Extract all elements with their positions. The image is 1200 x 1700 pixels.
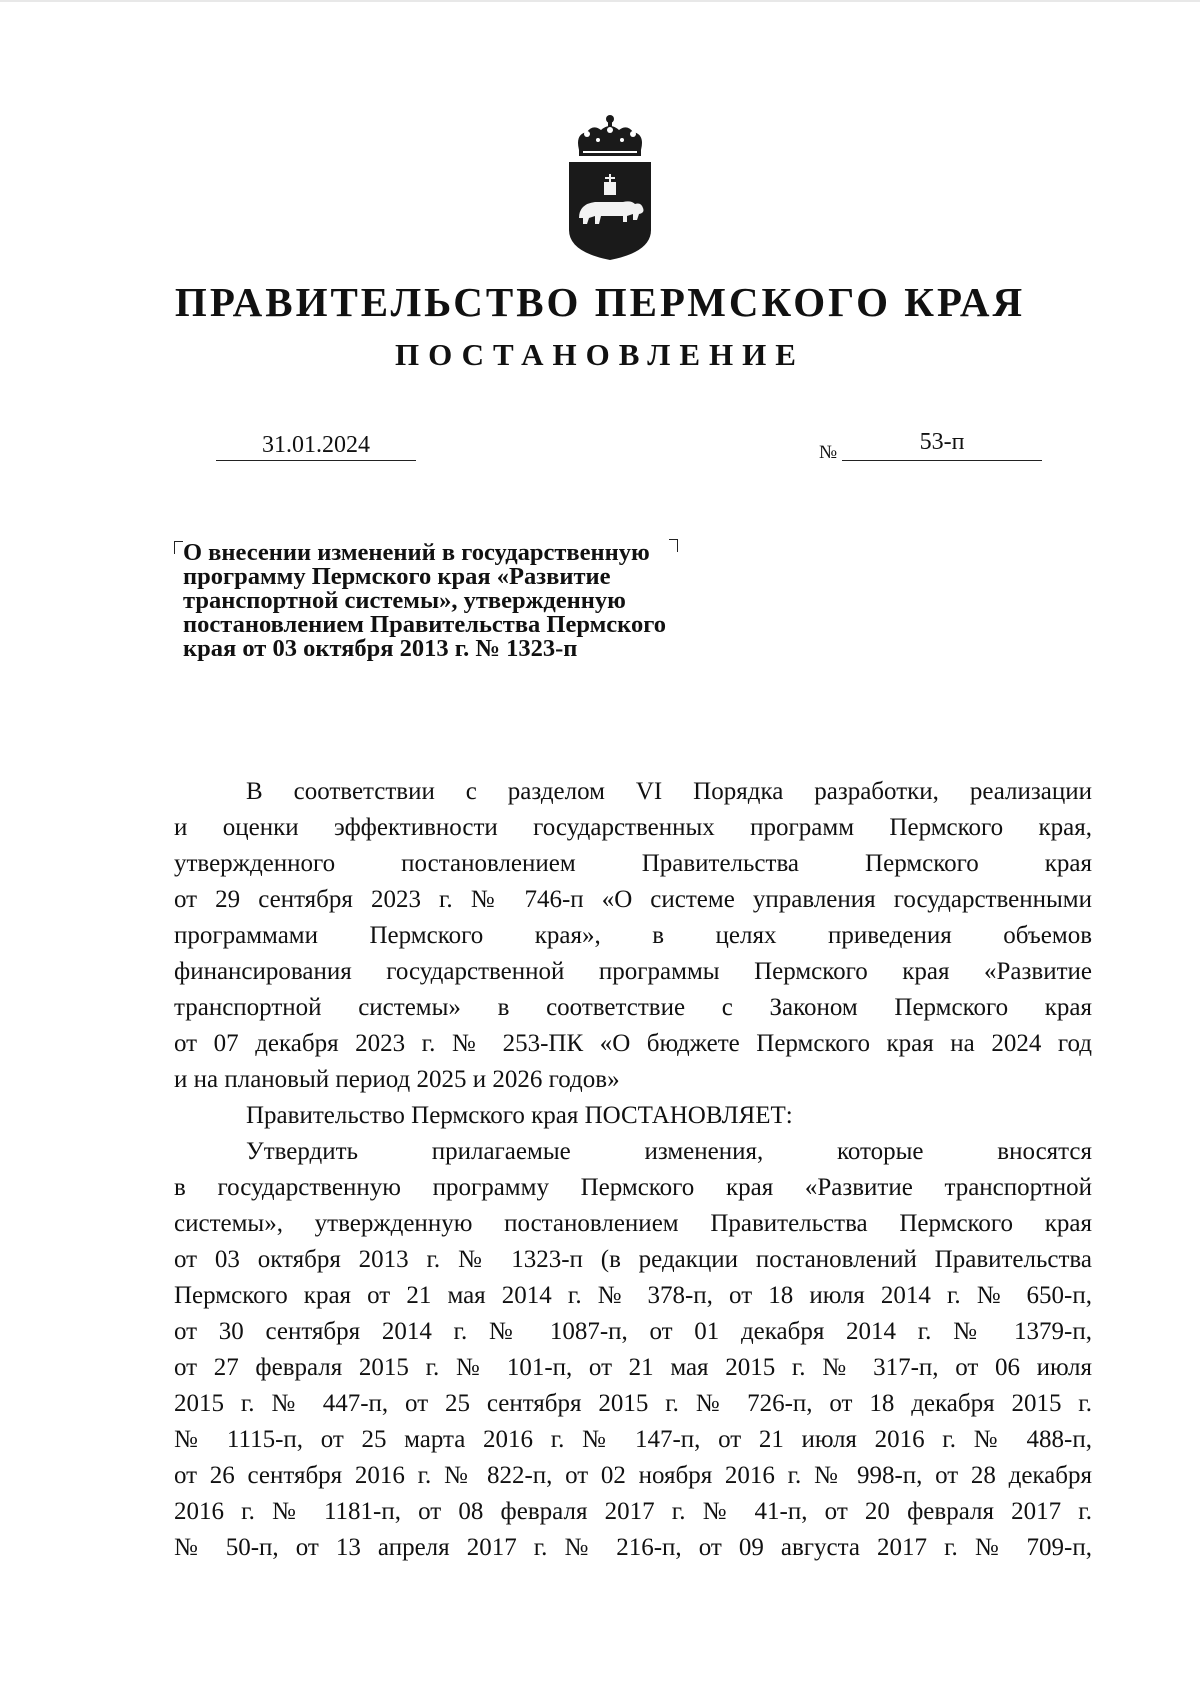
crown-icon: [578, 115, 642, 156]
body-line: № 50-п, от 13 апреля 2017 г. № 216-п, от 09 августа 2017 г. № 709-п,: [174, 1534, 1092, 1561]
document-number: 53-п: [842, 424, 1042, 461]
body-line: утвержденного постановлением Правительства Пермского края: [174, 850, 1092, 877]
number-sign: №: [819, 442, 838, 463]
subject-line: края от 03 октября 2013 г. № 1323-п: [183, 635, 578, 662]
subject-corner-mark-left: [174, 541, 183, 554]
subject-line: постановлением Правительства Пермского: [183, 611, 666, 638]
body-line: 2016 г. № 1181-п, от 08 февраля 2017 г. № 41-п, от 20 февраля 2017 г.: [174, 1498, 1092, 1525]
scan-edge: [0, 0, 1200, 2]
document-subject: [183, 541, 783, 661]
body-line: Правительство Пермского края ПОСТАНОВЛЯЕТ:: [246, 1102, 793, 1129]
subject-line: программу Пермского края «Развитие: [183, 563, 611, 590]
organization-title: ПРАВИТЕЛЬСТВО ПЕРМСКОГО КРАЯ: [174, 279, 1026, 325]
body-line: от 07 декабря 2023 г. № 253-ПК «О бюджете Пермского края на 2024 год: [174, 1030, 1092, 1057]
coat-of-arms-icon: [565, 112, 655, 262]
body-line: В соответствии с разделом VI Порядка разработки, реализации: [246, 778, 1092, 805]
body-line: транспортной системы» в соответствие с Законом Пермского края: [174, 994, 1092, 1021]
subject-line: транспортной системы», утвержденную: [183, 587, 626, 614]
body-line: Утвердить прилагаемые изменения, которые вносятся: [246, 1138, 1092, 1165]
document-body: [174, 774, 1092, 1566]
body-line: от 27 февраля 2015 г. № 101-п, от 21 мая 2015 г. № 317-п, от 06 июля: [174, 1354, 1092, 1381]
body-line: от 29 сентября 2023 г. № 746-п «О системе управления государственными: [174, 886, 1092, 913]
body-line: от 03 октября 2013 г. № 1323-п (в редакции постановлений Правительства: [174, 1246, 1092, 1273]
body-line: от 26 сентября 2016 г. № 822-п, от 02 ноября 2016 г. № 998-п, от 28 декабря: [174, 1462, 1092, 1489]
body-line: программами Пермского края», в целях приведения объемов: [174, 922, 1092, 949]
body-line: и на плановый период 2025 и 2026 годов»: [174, 1066, 620, 1093]
body-line: Пермского края от 21 мая 2014 г. № 378-п, от 18 июля 2014 г. № 650-п,: [174, 1282, 1092, 1309]
body-line: 2015 г. № 447-п, от 25 сентября 2015 г. № 726-п, от 18 декабря 2015 г.: [174, 1390, 1092, 1417]
body-line: системы», утвержденную постановлением Правительства Пермского края: [174, 1210, 1092, 1237]
body-line: в государственную программу Пермского края «Развитие транспортной: [174, 1174, 1092, 1201]
document-date: 31.01.2024: [216, 430, 416, 461]
document-type: ПОСТАНОВЛЕНИЕ: [395, 337, 805, 372]
body-line: № 1115-п, от 25 марта 2016 г. № 147-п, от 21 июля 2016 г. № 488-п,: [174, 1426, 1092, 1453]
body-line: от 30 сентября 2014 г. № 1087-п, от 01 декабря 2014 г. № 1379-п,: [174, 1318, 1092, 1345]
body-line: и оценки эффективности государственных программ Пермского края,: [174, 814, 1092, 841]
subject-line: О внесении изменений в государственную: [183, 539, 650, 566]
gospel-icon: [604, 174, 616, 195]
body-line: финансирования государственной программы Пермского края «Развитие: [174, 958, 1092, 985]
